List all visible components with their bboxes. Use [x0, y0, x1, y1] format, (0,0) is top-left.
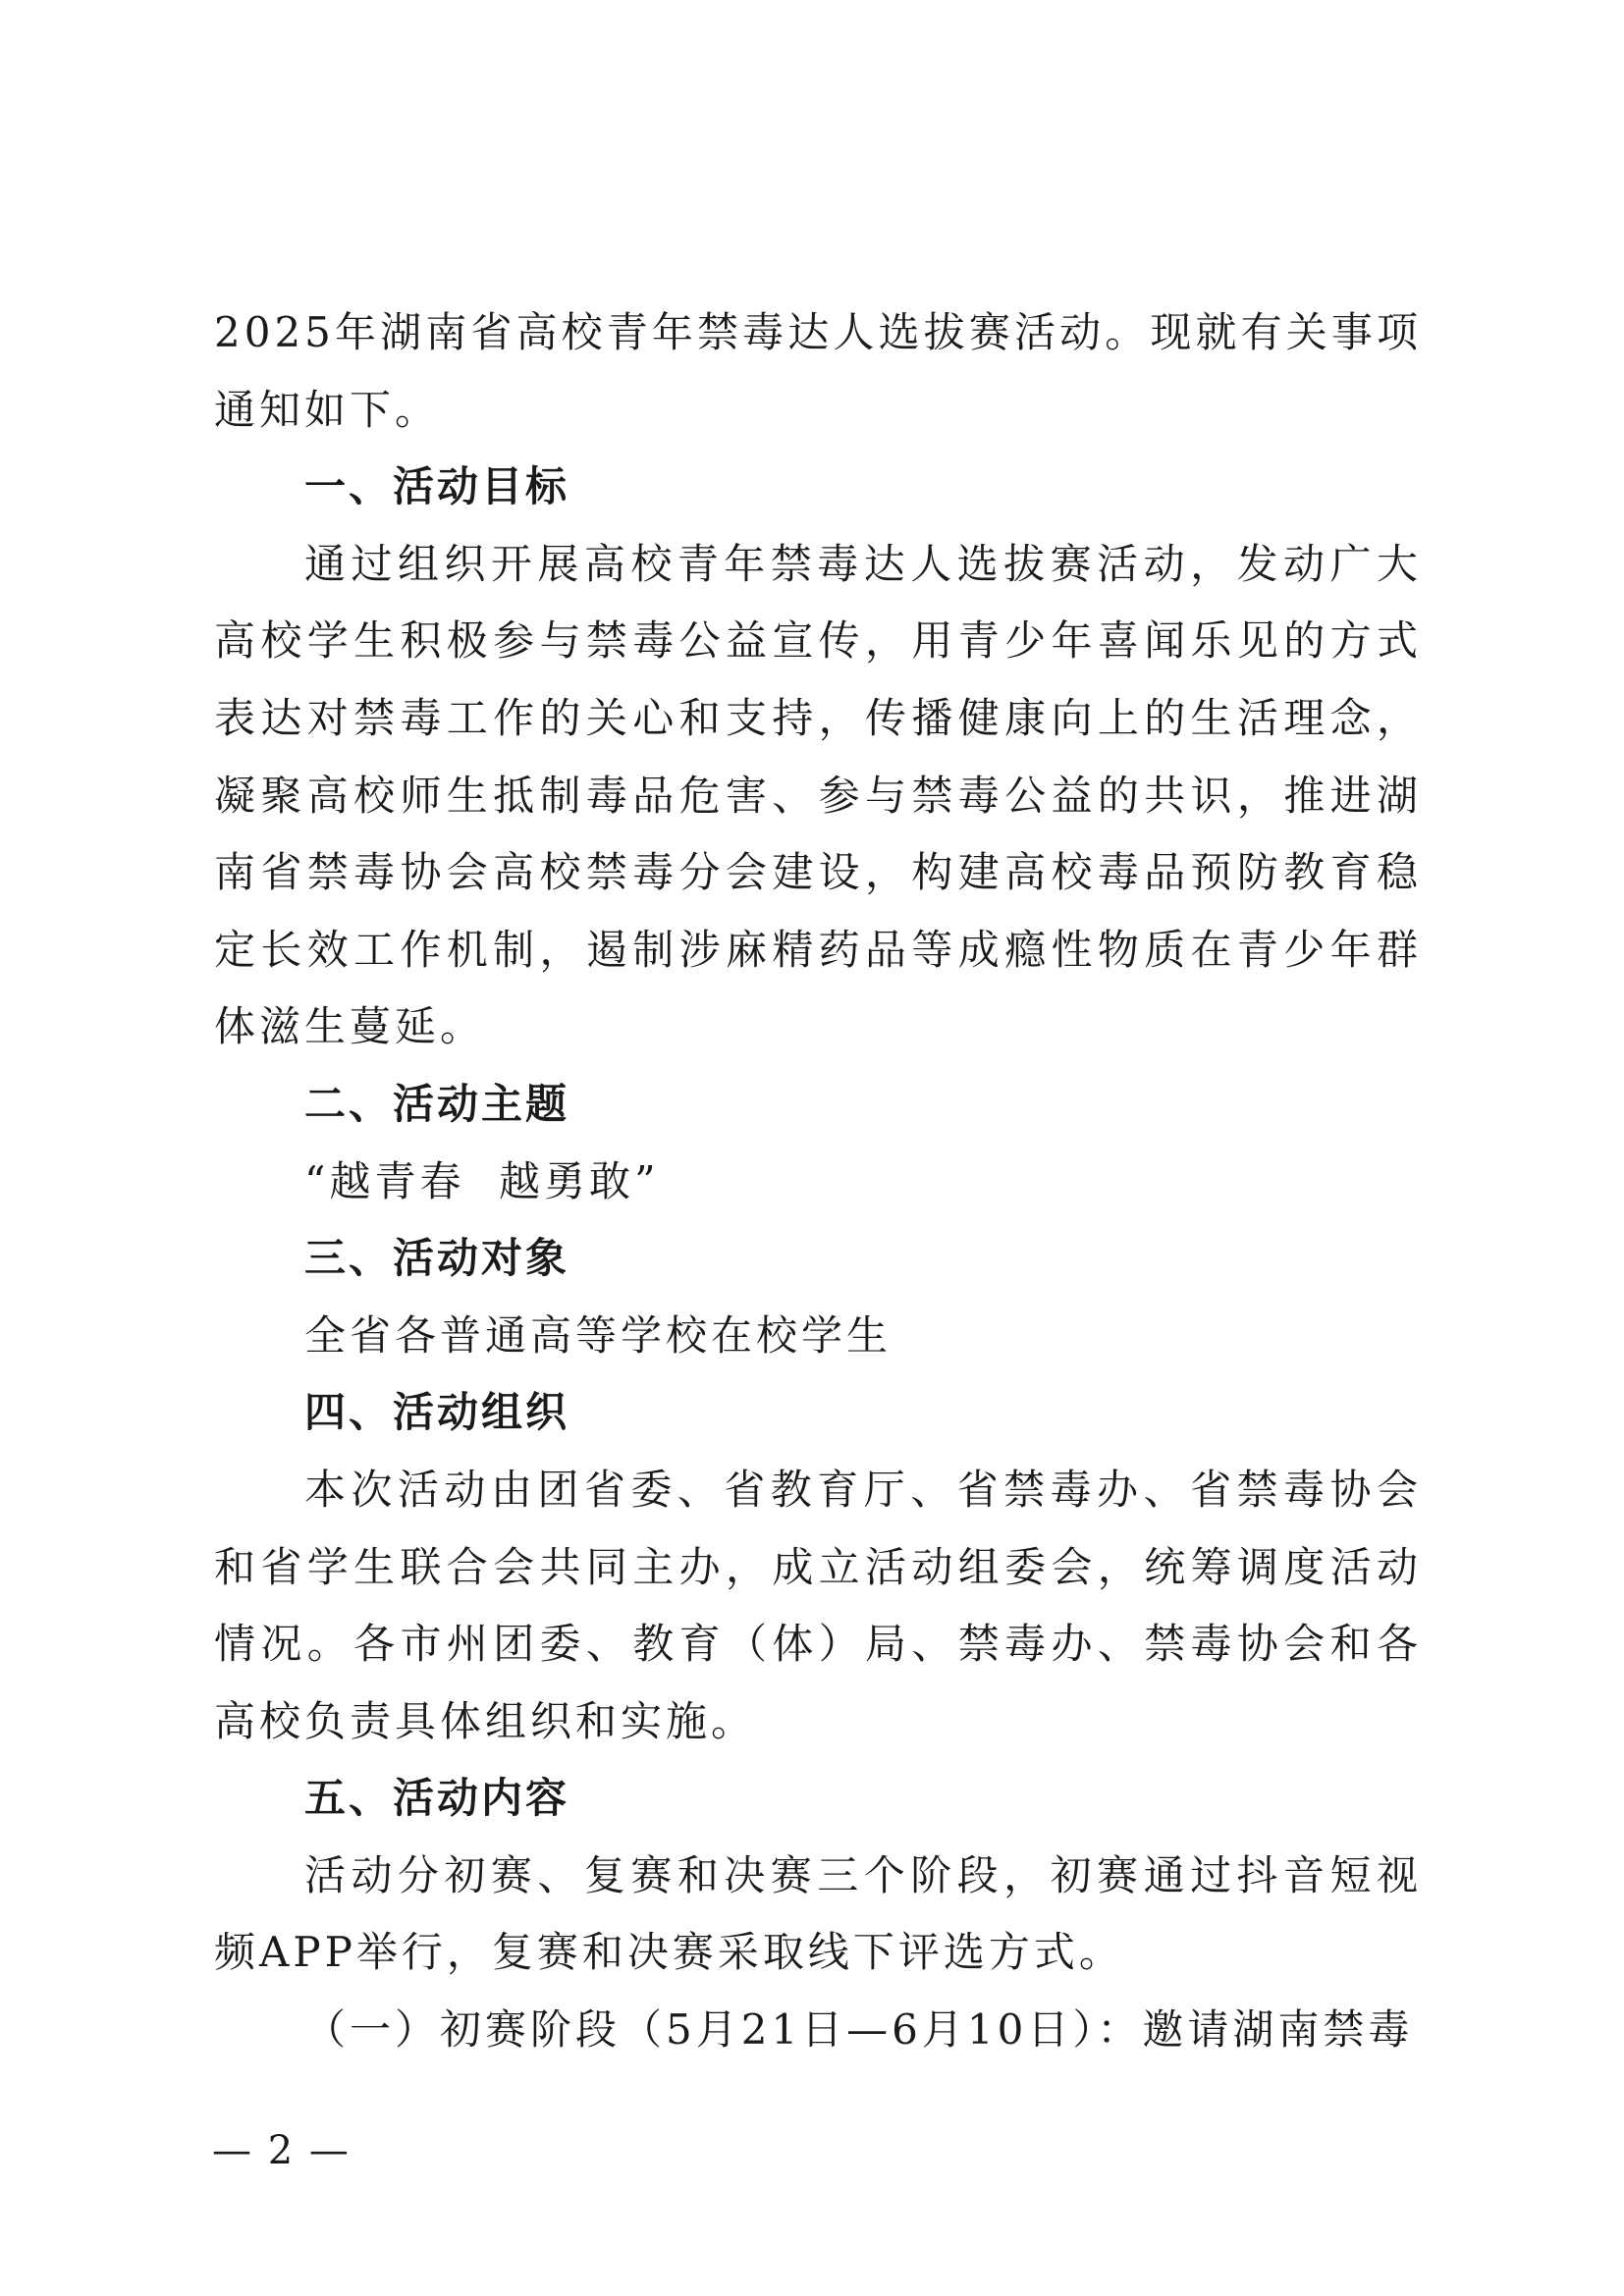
section-heading-goals: 一、活动目标: [304, 462, 570, 511]
goals-paragraph: 通过组织开展高校青年禁毒达人选拔赛活动，发动广大高校学生积极参与禁毒公益宣传，用青少年喜闻乐见的方式表达对禁毒工作的关心和支持，传播健康向上的生活理念，凝聚高校师生抵制毒品危害、参与禁毒公益的共识，推进湖南省禁毒协会高校禁毒分会建设，构建高校毒品预防教育稳定长效工作机制，遏制涉麻精药品等成瘾性物质在青少年群体滋生蔓延。: [214, 539, 1422, 1051]
theme-paragraph: “越青春 越勇敢”: [304, 1156, 660, 1205]
preliminary-stage-paragraph: （一）初赛阶段（5月21日—6月10日）：邀请湖南禁毒: [304, 2005, 1414, 2055]
section-heading-content: 五、活动内容: [304, 1774, 570, 1823]
document-body: [214, 294, 1422, 2069]
intro-paragraph: 2025年湖南省高校青年禁毒达人选拔赛活动。现就有关事项通知如下。: [214, 308, 1422, 434]
section-heading-organization: 四、活动组织: [304, 1388, 570, 1437]
section-heading-target: 三、活动对象: [304, 1234, 570, 1283]
page-number: — 2 —: [212, 2128, 351, 2173]
content-paragraph: 活动分初赛、复赛和决赛三个阶段，初赛通过抖音短视频APP举行，复赛和决赛采取线下评选方式。: [214, 1850, 1422, 1977]
section-heading-theme: 二、活动主题: [304, 1079, 570, 1128]
organization-paragraph: 本次活动由团省委、省教育厅、省禁毒办、省禁毒协会和省学生联合会共同主办，成立活动组委会，统筹调度活动情况。各市州团委、教育（体）局、禁毒办、禁毒协会和各高校负责具体组织和实施。: [214, 1465, 1422, 1745]
target-paragraph: 全省各普通高等学校在校学生: [304, 1310, 893, 1360]
